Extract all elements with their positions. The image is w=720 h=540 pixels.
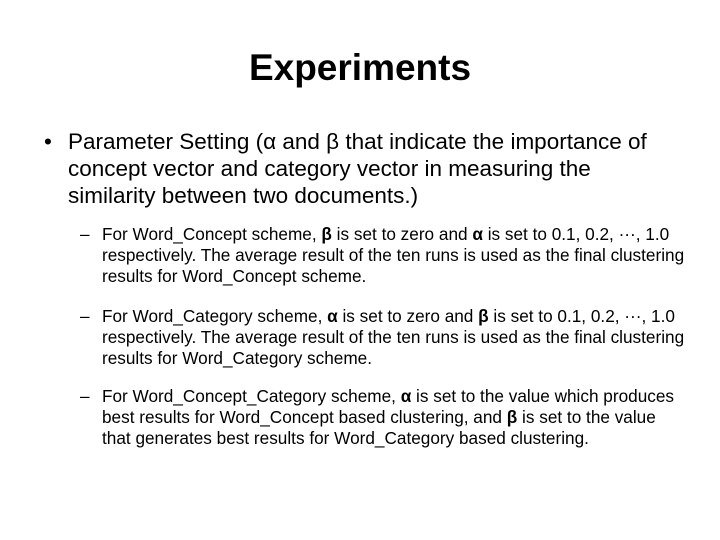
sub-bullet-word-concept xyxy=(80,224,685,287)
text-run: is set to zero and xyxy=(331,224,473,244)
bullet-marker: • xyxy=(44,129,52,154)
text-run: is set to zero and xyxy=(337,306,479,326)
beta-symbol: β xyxy=(478,306,489,326)
sub-bullet-word-category xyxy=(80,306,685,369)
main-bullet-text: Parameter Setting (α and β that indicate the importance of concept vector and category vector in measuring the similarity between two documents.) xyxy=(68,129,647,208)
main-bullet xyxy=(44,128,684,209)
sub-bullet-text xyxy=(102,224,685,287)
sub-bullet-text xyxy=(102,306,685,369)
slide-title: Experiments xyxy=(248,47,472,88)
dash-marker: – xyxy=(80,386,90,406)
dash-marker: – xyxy=(80,224,90,244)
text-run: is set to the value that generates best results for Word_Category based clustering. xyxy=(102,407,656,448)
sub-bullet-word-concept-category xyxy=(80,386,685,449)
text-run: is set to 0.1, 0.2, ···, 1.0 respectively. The average result of the ten runs is used as the final clustering results for Word_Category scheme. xyxy=(102,306,685,368)
text-run: For Word_Concept_Category scheme, xyxy=(102,386,401,406)
beta-symbol: β xyxy=(321,224,332,244)
beta-symbol: β xyxy=(506,407,518,427)
alpha-symbol: α xyxy=(400,386,412,406)
text-run: is set to the value which produces best results for Word_Concept based clustering, and xyxy=(102,386,675,427)
alpha-symbol: α xyxy=(472,224,483,244)
sub-bullet-text xyxy=(102,386,685,449)
text-run: For Word_Concept scheme, xyxy=(102,224,322,244)
alpha-symbol: α xyxy=(327,306,338,326)
dash-marker: – xyxy=(80,306,90,326)
text-run: For Word_Category scheme, xyxy=(102,306,328,326)
text-run: is set to 0.1, 0.2, ···, 1.0 respectively. The average result of the ten runs is used as the final clustering results for Word_Concept scheme. xyxy=(102,224,685,286)
